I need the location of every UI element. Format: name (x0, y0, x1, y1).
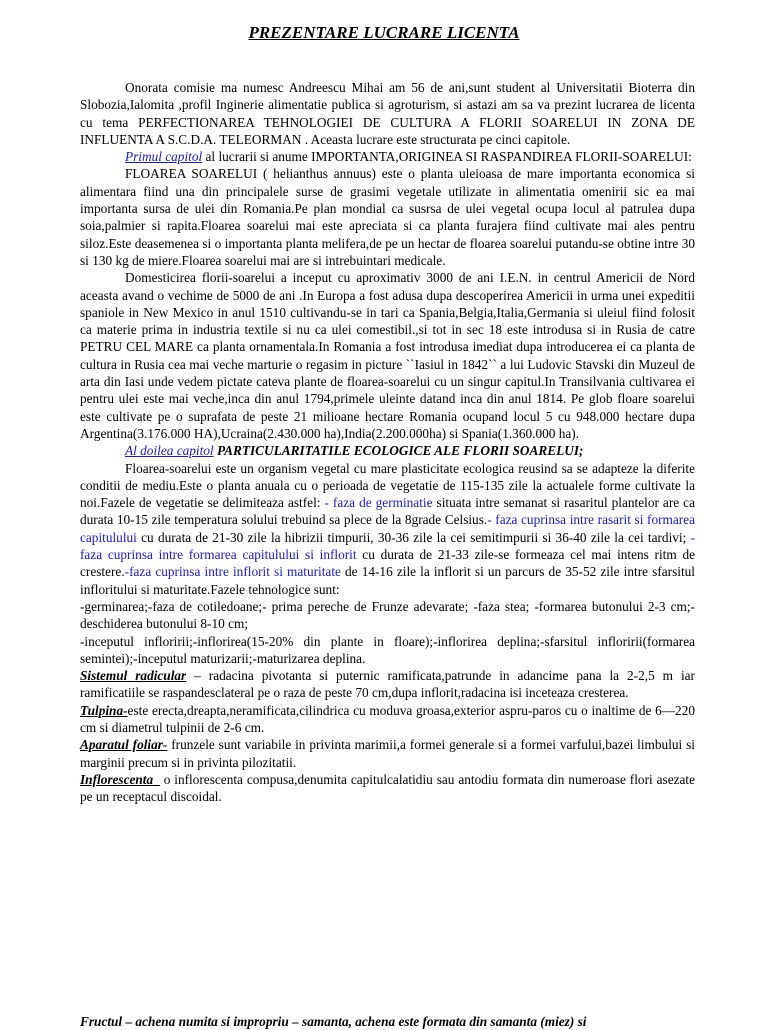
phase-emergence-to-head: - faza cuprinsa intre rasarit si formarea capitulului (80, 512, 695, 545)
organ-description: o inflorescenta compusa,denumita capitulcalatidiu sau antodiu formata din numeroase flori asezate pe un receptacul discoidal. (80, 771, 695, 805)
technological-phases-2: -inceputul infloririi;-inflorirea(15-20% din plante in floare);-inflorirea deplina;-sfarsitul infloririi(formarea semintei);-inceputul maturizarii;-maturizarea deplina. (80, 633, 695, 666)
ecology-text-2: situata intre semanat si rasaritul plantelor are ca durata 10-15 zile temperatura solului trebuind sa plece de la 8grade Celsius. (80, 495, 695, 528)
organ-stem (80, 702, 695, 737)
organ-leaves (80, 736, 695, 771)
organ-description: – radacina pivotanta si puternic ramificata,patrunde in adancime pana la 2-2,5 m iar ramificatiile se raspandesclateral pe o raza de peste 70 cm,dupa inflorit,radacina isi inceteaza cresterea. (80, 668, 695, 701)
organ-term: Sistemul radicular (80, 668, 187, 684)
organ-term: Inflorescenta_ (80, 771, 160, 787)
organ-description: este erecta,dreapta,neramificata,cilindrica cu moduva groasa,exterior aspru-paros cu o inaltime de 6—220 cm si diametrul tulpinii de 2-6 cm. (80, 702, 695, 735)
ecology-text-5: de 14-16 zile la inflorit si un parcurs de 35-52 zile intre sfarsitul infloritului si maturitate.Fazele tehnologice sunt: (80, 564, 695, 597)
document-body (80, 79, 695, 805)
ecology-text-3: cu durata de 21-30 zile la hibrizii timpurii, 30-36 zile la cei semitimpurii si 36-40 zile la cei tardivi; (136, 529, 691, 545)
importance-paragraph: FLOAREA SOARELUI ( helianthus annuus) este o planta uleioasa de mare importanta economica si alimentara fiind una din principalele surse de grasimi vegetale utilizate in alimentatia omenirii sic ea mai importanta sursa de ulei din Romania.Pe plan mondial ca susrsa de ulei vegetal ocupa locul al patrulea dupa soia,palmier si rapita.Floarea soarelui mai este apreciata si ca planta furajera fiind cultivate mai ales pentru siloz.Este deasemenea si o importanta planta melifera,de pe un hectar de floarea soarelui putandu-se obtine intre 30 si 130 kg de miere.Floarea soarelui mai are si intrebuintari medicale. (80, 166, 695, 268)
organ-inflorescence (80, 771, 695, 806)
chapter-2-title: PARTICULARITATILE ECOLOGICE ALE FLORII SOARELUI; (213, 443, 584, 459)
ecology-text-1: Floarea-soarelui este un organism vegetal cu mare plasticitate ecologica reusind sa se adapteze la diferite conditii de mediu.Este o planta anuala cu o perioada de vegetatie de 115-135 zile la actualele forme cultivate la noi.Fazele de vegetatie se delimiteaza astfel: (80, 460, 695, 511)
organ-term: Tulpina- (80, 702, 128, 718)
chapter-1-link[interactable]: Primul capitol (125, 149, 203, 165)
chapter-2-heading (80, 442, 695, 459)
organ-root-system (80, 667, 695, 702)
chapter-2-link[interactable]: Al doilea capitol (125, 443, 214, 459)
phase-head-to-flowering: - faza cuprinsa intre formarea capitulului si inflorit (80, 529, 695, 563)
organ-description: frunzele sunt variabile in privinta marimii,a formei generale si a formei varfului,bazei limbului si marginii precum si in privinta pilozitatii. (80, 737, 695, 770)
chapter-1-title: al lucrarii si anume IMPORTANTA,ORIGINEA SI RASPANDIREA FLORII-SOARELUI: (202, 149, 692, 165)
ecology-text-4: cu durata de 21-33 zile-se formeaza cel mai intens ritm de crestere. (80, 547, 695, 580)
chapter-1-heading (80, 148, 695, 165)
document-title: PREZENTARE LUCRARE LICENTA (248, 23, 520, 42)
phase-germination: - faza de germinatie (324, 495, 433, 511)
domestication-paragraph: Domesticirea florii-soarelui a inceput cu aproximativ 3000 de ani I.E.N. in centrul Americii de Nord aceasta avand o vechime de 5000 de ani .In Europa a fost adusa dupa descoperirea Americii in urma unei expeditii spaniole in New Mexico in anul 1510 cultivandu-se in tari ca Spania,Belgia,Italia,Germania si uleiul fiind folosit ca materie prima in industria textile si nu ca ulei comestibil.,si tot in sec 18 este introdusa si in Rusia de catre PETRU CEL MARE ca planta ornamentala.In Romania a fost introdusa imediat dupa introducerea ei ca planta de cultura in Rusia cea mai veche marturie o regasim in picture ``Iasiul in 1842`` a lui Ludovic Stavski din Muzeul de arta din Iasi unde vedem pictate cateva plante de floarea-soarelui cu un singur capitul.In Transilvania cultivarea ei pentru ulei este mai veche,inca din anul 1794,primele uleinte datand inca din anul 1814. Pe glob floare soarelui este cultivate pe o suprafata de peste 21 milioane hectare Romania ocupand locul 5 cu 948.000 hectare dupa Argentina(3.176.000 HA),Ucraina(2.430.000 ha),India(2.200.000ha) si Spania(1.360.000 ha). (80, 270, 695, 441)
organ-term: Aparatul foliar- (80, 737, 168, 753)
intro-paragraph: Onorata comisie ma numesc Andreescu Mihai am 56 de ani,sunt student al Universitatii Bioterra din Slobozia,Ialomita ,profil Inginerie alimentatie publica si agroturism, si astazi am sa va prezint lucrarea de licenta cu tema PERFECTIONAREA TEHNOLOGIEI DE CULTURA A FLORII SOARELUI IN ZONA DE INFLUENTA A S.C.D.A. TELEORMAN . Aceasta lucrare este structurata pe cinci capitole. (80, 80, 695, 147)
technological-phases-1: -germinarea;-faza de cotiledoane;- prima pereche de Frunze adevarate; -faza stea; -formarea butonului 2-3 cm;-deschiderea butonului 8-10 cm; (80, 598, 695, 632)
cutoff-line: Fructul – achena numita si impropriu – samanta, achena este formata din samanta (miez) si (80, 1014, 587, 1029)
ecology-paragraph (80, 460, 695, 598)
phase-flowering-to-maturity: -faza cuprinsa intre inflorit si maturitate (124, 564, 341, 580)
